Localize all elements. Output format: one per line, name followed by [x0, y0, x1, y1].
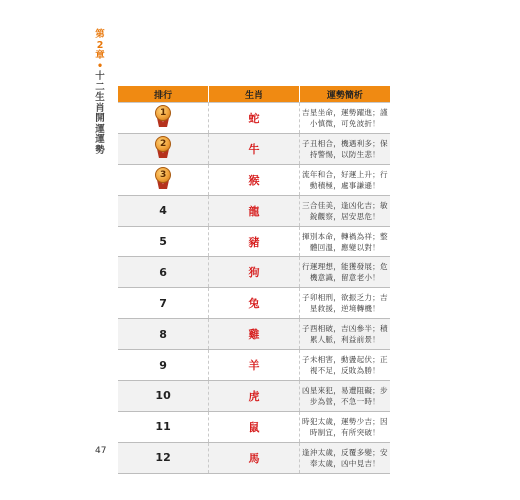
rank-cell	[118, 133, 209, 164]
rank-number: 11	[155, 420, 171, 434]
fortune-analysis-cell: 子未相害，動盪起伏；正視不足，反敗為勝！	[299, 350, 390, 381]
rank-number: 12	[155, 451, 171, 465]
table-row	[118, 226, 390, 257]
rank-number: 8	[159, 327, 167, 341]
table-row	[118, 164, 390, 195]
chapter-side-title	[94, 30, 106, 156]
header-rank: 排行	[118, 86, 209, 103]
zodiac-cell: 鼠	[209, 411, 300, 442]
table-header-row	[118, 86, 390, 103]
rank-cell	[118, 288, 209, 319]
page-number: 47	[95, 446, 107, 456]
fortune-analysis-cell: 行運理想，能獲發展；危機意識，留意老小！	[299, 257, 390, 288]
fortune-ranking-table	[118, 86, 390, 474]
rank-cell	[118, 381, 209, 412]
rank-cell	[118, 195, 209, 226]
table-row	[118, 195, 390, 226]
zodiac-cell: 羊	[209, 350, 300, 381]
chapter-label: 第2章	[95, 29, 105, 61]
zodiac-cell: 馬	[209, 442, 300, 473]
rank-number: 7	[159, 296, 167, 310]
fortune-analysis-cell: 揮別本命，轉禍為祥；整體回溫，應變以對！	[299, 226, 390, 257]
medal-icon	[154, 105, 172, 127]
zodiac-cell: 牛	[209, 133, 300, 164]
medal-icon	[154, 167, 172, 189]
header-zodiac: 生肖	[209, 86, 300, 103]
rank-cell	[118, 103, 209, 134]
zodiac-cell: 猴	[209, 164, 300, 195]
table-row	[118, 103, 390, 134]
table-row	[118, 411, 390, 442]
chapter-subject: 十二生肖開運運勢	[95, 71, 105, 156]
table-row	[118, 133, 390, 164]
fortune-analysis-cell: 子丑相合，機遇利多；保持警惕，以防生悲！	[299, 133, 390, 164]
zodiac-cell: 虎	[209, 381, 300, 412]
rank-number: 6	[159, 265, 167, 279]
medal-rank-number: 3	[155, 167, 171, 183]
fortune-analysis-cell: 子卯相刑，欲振乏力；吉星救援，逆境轉機！	[299, 288, 390, 319]
rank-cell	[118, 164, 209, 195]
rank-cell	[118, 257, 209, 288]
header-analysis: 運勢簡析	[299, 86, 390, 103]
zodiac-cell: 蛇	[209, 103, 300, 134]
table-row	[118, 350, 390, 381]
zodiac-cell: 兔	[209, 288, 300, 319]
fortune-analysis-cell: 吉星坐命，運勢躍進；謹小慎微，可免波折！	[299, 103, 390, 134]
zodiac-cell: 龍	[209, 195, 300, 226]
fortune-analysis-cell: 逢沖太歲，反覆多變；安奉太歲，凶中見吉！	[299, 442, 390, 473]
table-row	[118, 257, 390, 288]
rank-number: 9	[159, 358, 167, 372]
fortune-analysis-cell: 三合佳美，逢凶化吉；敏銳觀察，居安思危！	[299, 195, 390, 226]
zodiac-cell: 狗	[209, 257, 300, 288]
fortune-analysis-cell: 時犯太歲，運勢少吉；因時制宜，有所突破！	[299, 411, 390, 442]
rank-number: 5	[159, 235, 167, 248]
fortune-analysis-cell: 凶星來犯，易遭阻礙；步步為營，不急一時！	[299, 381, 390, 412]
medal-rank-number: 1	[155, 105, 171, 121]
rank-cell	[118, 411, 209, 442]
rank-cell	[118, 442, 209, 473]
fortune-analysis-cell: 子酉相破，吉凶參半；積累人脈，利益前景！	[299, 319, 390, 350]
table-row	[118, 288, 390, 319]
medal-rank-number: 2	[155, 136, 171, 152]
table-row	[118, 442, 390, 473]
chapter-dot: •	[96, 60, 104, 72]
rank-cell	[118, 319, 209, 350]
table-row	[118, 381, 390, 412]
table-row	[118, 319, 390, 350]
rank-number: 4	[159, 204, 167, 218]
medal-icon	[154, 136, 172, 158]
fortune-analysis-cell: 流年和合，好運上升；行動積極，處事謙遜！	[299, 164, 390, 195]
zodiac-cell: 雞	[209, 319, 300, 350]
zodiac-cell: 豬	[209, 226, 300, 257]
rank-cell	[118, 350, 209, 381]
rank-number: 10	[155, 389, 171, 403]
rank-cell	[118, 226, 209, 257]
